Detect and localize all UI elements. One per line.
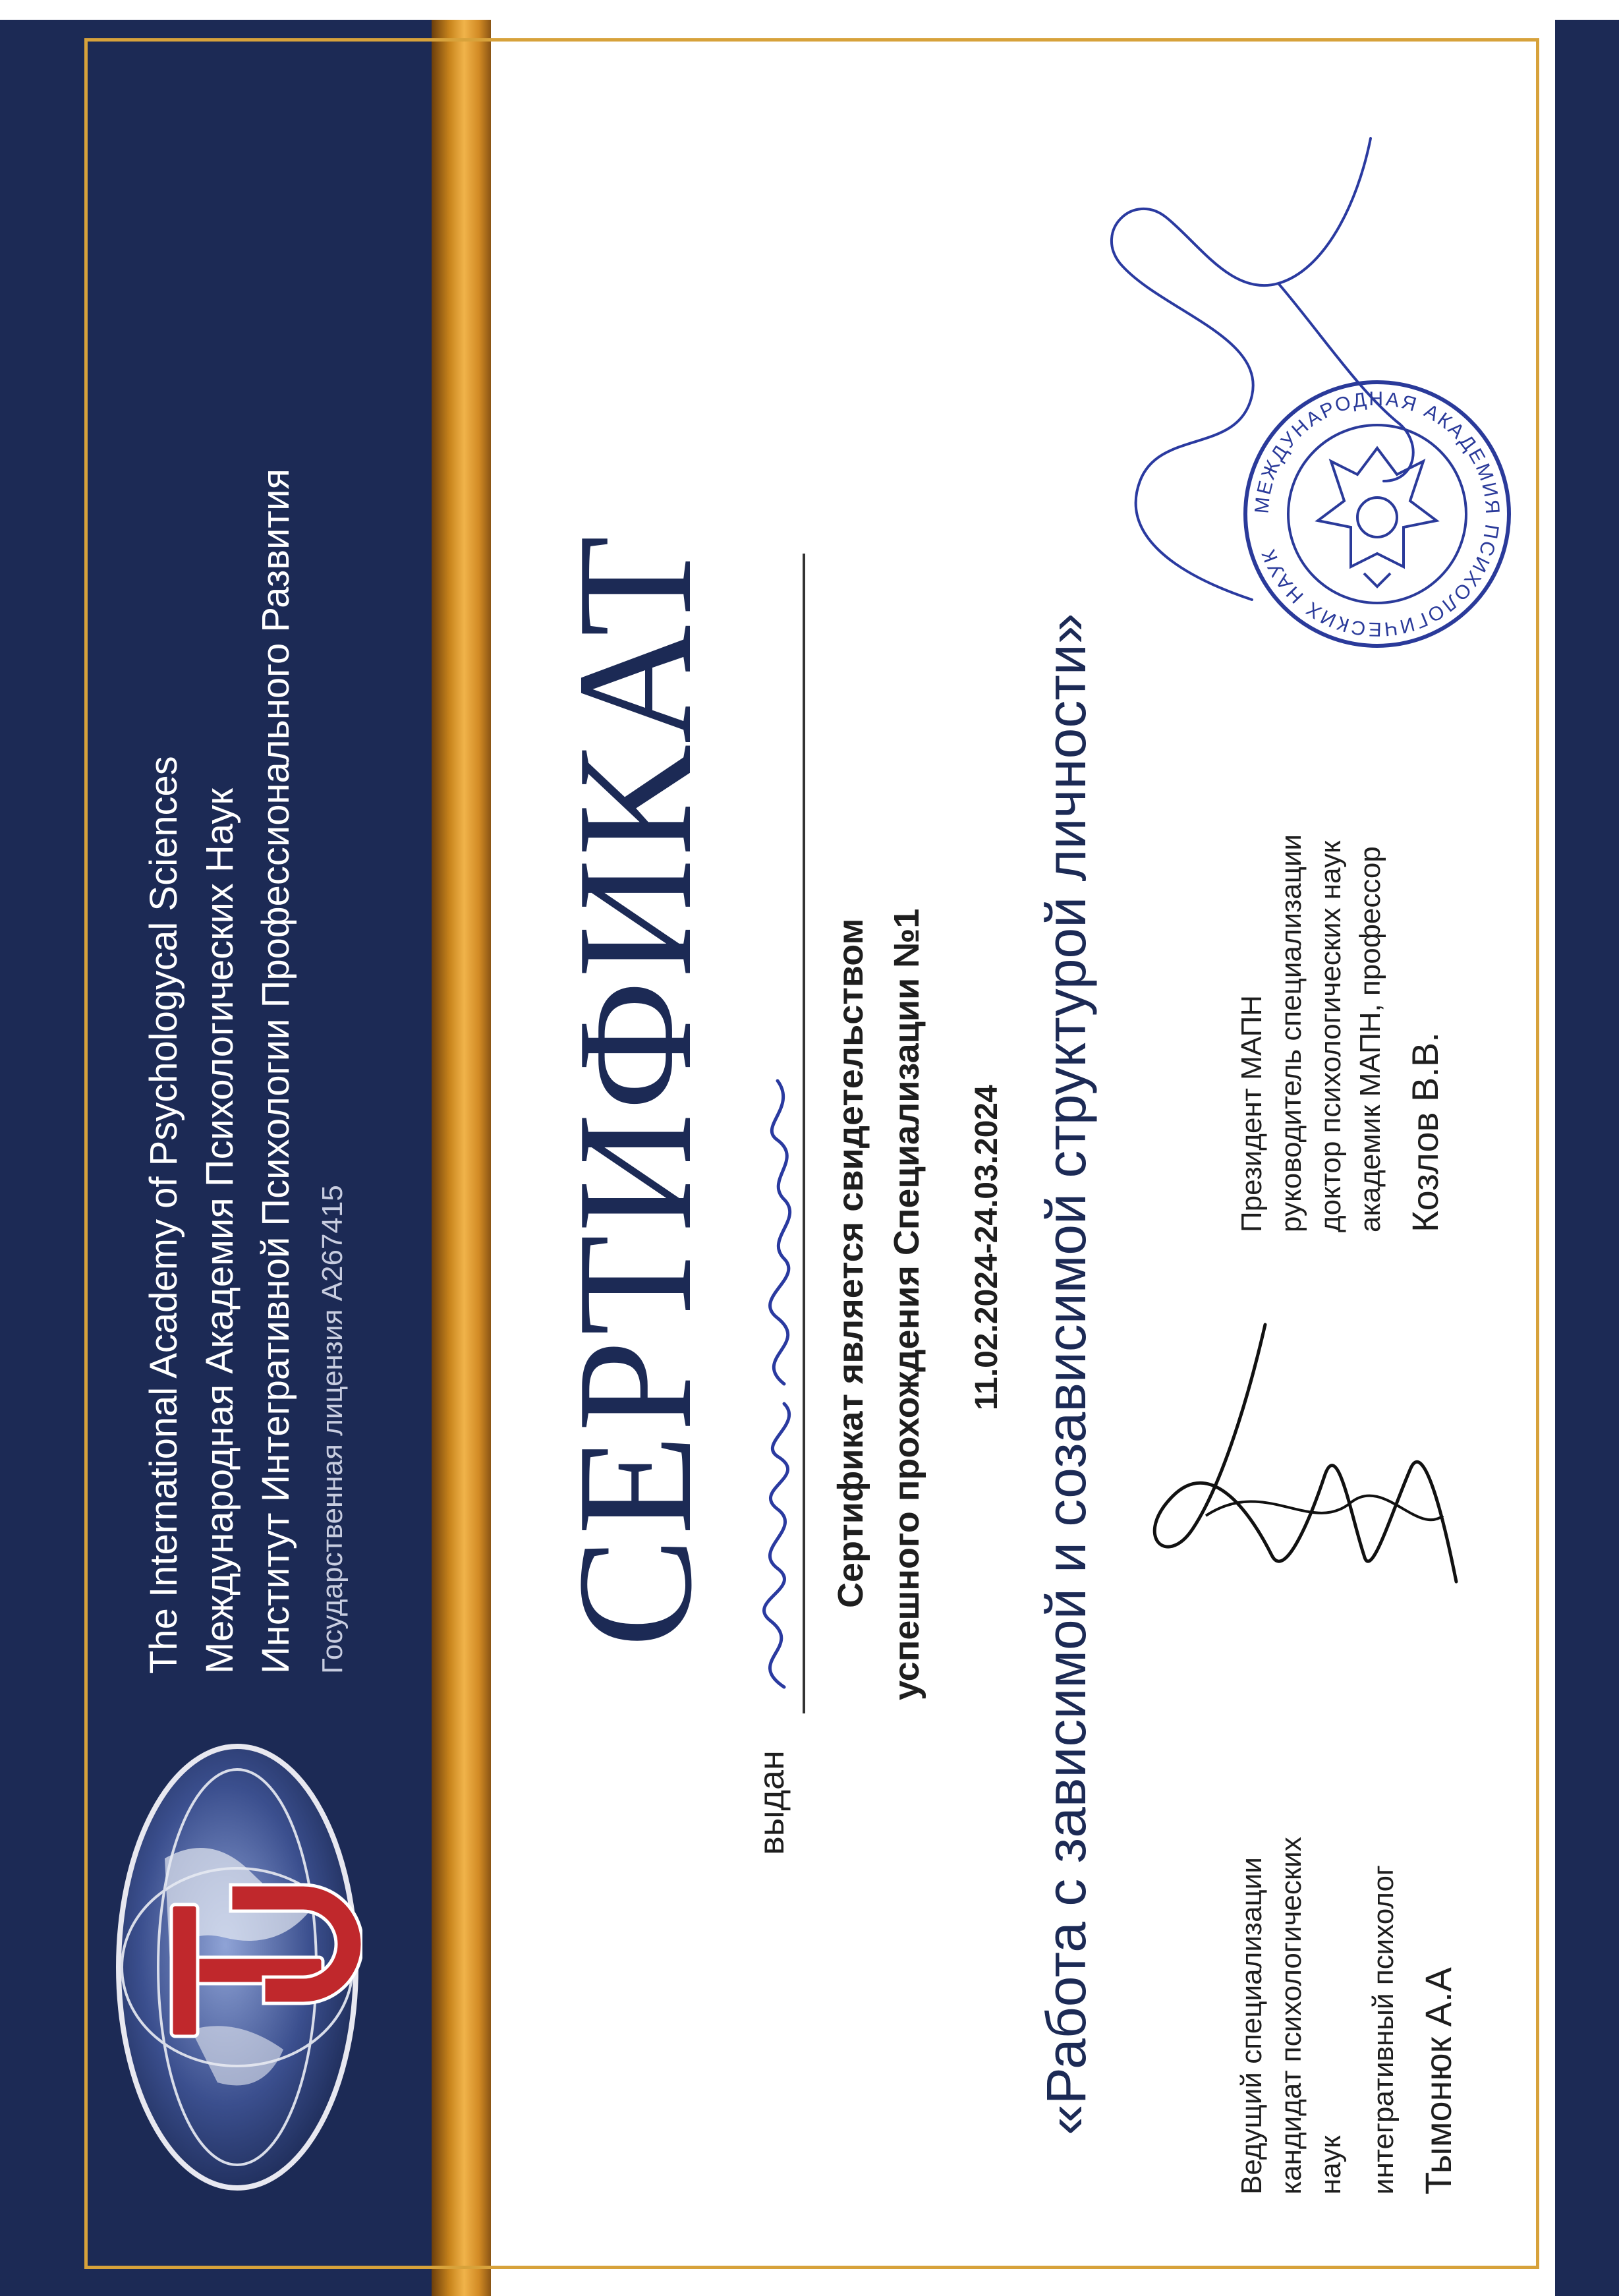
course-dates: 11.02.2024-24.03.2024 — [969, 1085, 1004, 1410]
institute-name: Институт Интегративной Психологии Профессионального Развития — [254, 469, 297, 1674]
left-signatory-line1: Ведущий специализации — [1236, 1857, 1268, 2195]
academy-name-ru: Международная Академия Психологических Наук — [198, 788, 241, 1674]
right-signatory-line3: доктор психологических наук — [1315, 840, 1347, 1232]
right-signatory-name: Козлов В.В. — [1404, 1032, 1446, 1232]
right-signatory-line1: Президент МАПН — [1236, 994, 1268, 1232]
seal-text: МЕЖДУНАРОДНАЯ АКАДЕМИЯ ПСИХОЛОГИЧЕСКИХ НАУК — [1251, 387, 1504, 641]
left-signatory-name: Тымонюк А.А — [1417, 1967, 1459, 2195]
right-signatory-line2: руководитель специализации — [1275, 834, 1307, 1232]
right-signatory-line4: академик МАПН, профессор — [1354, 846, 1386, 1232]
scan-edge — [0, 0, 1619, 20]
certificate-body-line2: успешного прохождения Специализации №1 — [887, 908, 926, 1700]
certificate-body-line1: Сертификат является свидетельством — [831, 918, 870, 1608]
course-title: «Работа с зависимой и созависимой структурой личности» — [1035, 613, 1097, 2135]
academy-seal — [1239, 376, 1516, 652]
left-signatory-line2: кандидат психологических — [1275, 1837, 1307, 2195]
recipient-handwritten-name — [705, 1068, 837, 1700]
license-number: Государственная лицензия А267415 — [316, 1185, 349, 1674]
left-signatory-line4: интегративный психолог — [1367, 1865, 1400, 2195]
certificate-title: СЕРТИФИКАТ — [544, 533, 726, 1648]
right-navy-band — [1555, 0, 1619, 2296]
left-signature — [1114, 1318, 1469, 1608]
academy-name-en: The International Academy of Psychologycal Sciences — [142, 756, 185, 1674]
academy-logo — [112, 1740, 362, 2195]
issued-label: выдан — [752, 1750, 791, 1855]
left-signatory-line3: наук — [1315, 2135, 1347, 2195]
